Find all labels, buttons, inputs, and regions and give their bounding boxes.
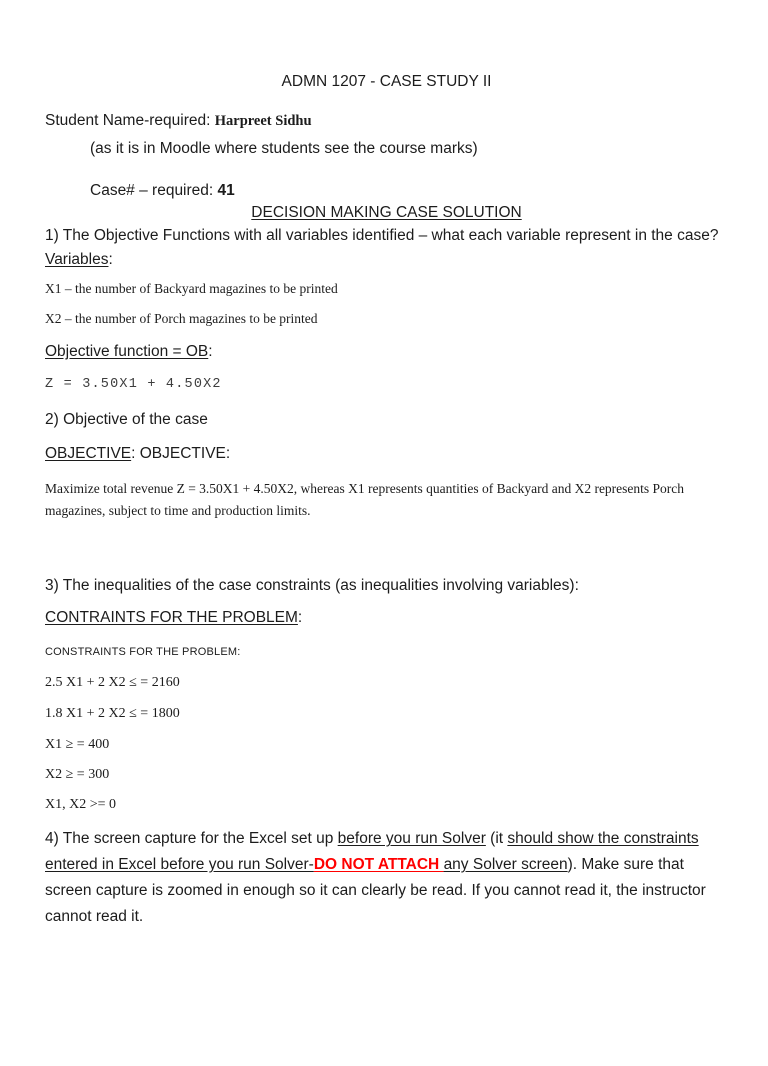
constraints-subheading: CONSTRAINTS FOR THE PROBLEM: bbox=[45, 646, 241, 658]
section-heading: DECISION MAKING CASE SOLUTION bbox=[251, 204, 522, 221]
constraint-line: X2 ≥ = 300 bbox=[45, 767, 110, 782]
case-number-value: 41 bbox=[217, 182, 235, 199]
q4-text: 4) The screen capture for the Excel set up bbox=[45, 830, 338, 847]
constraint-line: X1 ≥ = 400 bbox=[45, 737, 110, 752]
case-number-line bbox=[90, 180, 728, 202]
q4-underlined-text: should show the constraints entered in Excel before you run Solver- bbox=[45, 830, 699, 873]
constraints-heading: CONTRAINTS FOR THE PROBLEM: bbox=[45, 609, 303, 626]
do-not-attach-warning: DO NOT ATTACH bbox=[313, 856, 444, 873]
constraint-line: 2.5 X1 + 2 X2 ≤ = 2160 bbox=[45, 675, 180, 690]
variable-x1-definition: X1 – the number of Backyard magazines to be printed bbox=[45, 281, 338, 296]
constraint-line: 1.8 X1 + 2 X2 ≤ = 1800 bbox=[45, 706, 180, 721]
q4-underlined-text: any Solver screen bbox=[443, 856, 568, 873]
page-title: ADMN 1207 - CASE STUDY II bbox=[281, 73, 492, 90]
question-2: 2) Objective of the case bbox=[45, 411, 208, 428]
q4-underlined-text: before you run Solver bbox=[337, 830, 486, 847]
document-page bbox=[0, 72, 768, 930]
student-name-line bbox=[45, 110, 728, 132]
student-name-label: Student Name-required: bbox=[45, 112, 215, 129]
variables-heading: Variables: bbox=[45, 251, 113, 268]
q4-text: ). Make sure that screen capture is zoomed in enough so it can clearly be read. If you cannot read it, the instructor cannot read it. bbox=[45, 856, 706, 925]
question-4 bbox=[45, 826, 728, 930]
objective-equation: Z = 3.50X1 + 4.50X2 bbox=[45, 377, 222, 392]
objective-label: OBJECTIVE: OBJECTIVE: bbox=[45, 445, 231, 462]
constraint-line: X1, X2 >= 0 bbox=[45, 797, 117, 812]
case-number-label: Case# – required: bbox=[90, 182, 218, 199]
question-3: 3) The inequalities of the case constraints (as inequalities involving variables): bbox=[45, 577, 579, 594]
student-name-value: Harpreet Sidhu bbox=[214, 113, 312, 129]
q4-text: (it bbox=[485, 830, 508, 847]
objective-function-heading: Objective function = OB: bbox=[45, 343, 213, 360]
question-1: 1) The Objective Functions with all variables identified – what each variable represent in the case? bbox=[45, 227, 719, 244]
variable-x2-definition: X2 – the number of Porch magazines to be printed bbox=[45, 311, 318, 326]
question-2-answer: Maximize total revenue Z = 3.50X1 + 4.50X2, whereas X1 represents quantities of Backyard and X2 represents Porch magazines, subject to time and production limits. bbox=[45, 481, 685, 518]
moodle-note: (as it is in Moodle where students see the course marks) bbox=[90, 140, 478, 157]
